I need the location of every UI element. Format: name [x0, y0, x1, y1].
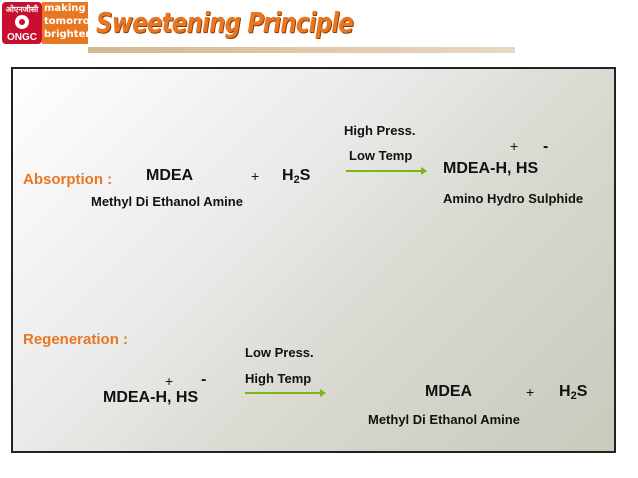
regeneration-product-name: Methyl Di Ethanol Amine — [368, 412, 520, 427]
h2s-end: S — [299, 167, 311, 184]
absorption-plus: + — [251, 168, 260, 184]
logo-emblem-icon — [15, 15, 29, 29]
regeneration-plus: + — [526, 384, 535, 400]
regeneration-charge-minus: - — [201, 371, 207, 388]
tagline-line-1: making — [44, 3, 86, 14]
ongc-logo — [2, 2, 42, 44]
regeneration-arrow-icon — [245, 392, 325, 394]
h2s-main: H — [559, 383, 571, 400]
page-title: Sweetening Principle — [96, 6, 354, 39]
regeneration-label: Regeneration : — [23, 331, 129, 348]
absorption-reactant-name: Methyl Di Ethanol Amine — [91, 194, 243, 209]
title-underline — [88, 47, 515, 53]
tagline-line-2: tomorrow — [44, 16, 99, 27]
logo-brand-text: ONGC — [7, 32, 37, 43]
h2s-main: H — [282, 167, 294, 184]
h2s-end: S — [576, 383, 588, 400]
absorption-product: MDEA-H, HS — [443, 160, 539, 177]
absorption-condition-1: High Press. — [344, 123, 416, 138]
h2s-subscript: 2 — [293, 174, 300, 186]
absorption-arrow-icon — [346, 170, 426, 172]
regeneration-condition-1: Low Press. — [245, 345, 314, 360]
absorption-charge-plus: + — [510, 138, 519, 154]
regeneration-h2s — [559, 383, 587, 402]
regeneration-reactant: MDEA-H, HS — [103, 389, 199, 406]
absorption-charge-minus: - — [543, 138, 549, 155]
tagline-box — [42, 2, 99, 44]
logo-hindi-text: ओएनजीसी — [5, 5, 39, 14]
absorption-h2s — [282, 167, 310, 186]
tagline-line-3: brighter — [44, 29, 91, 40]
absorption-label: Absorption : — [23, 171, 113, 188]
regeneration-product: MDEA — [425, 383, 473, 400]
h2s-subscript: 2 — [570, 390, 577, 402]
regeneration-condition-2: High Temp — [245, 371, 312, 386]
absorption-reactant: MDEA — [146, 167, 194, 184]
absorption-condition-2: Low Temp — [349, 148, 413, 163]
regeneration-charge-plus: + — [165, 373, 174, 389]
absorption-product-name: Amino Hydro Sulphide — [443, 191, 584, 206]
